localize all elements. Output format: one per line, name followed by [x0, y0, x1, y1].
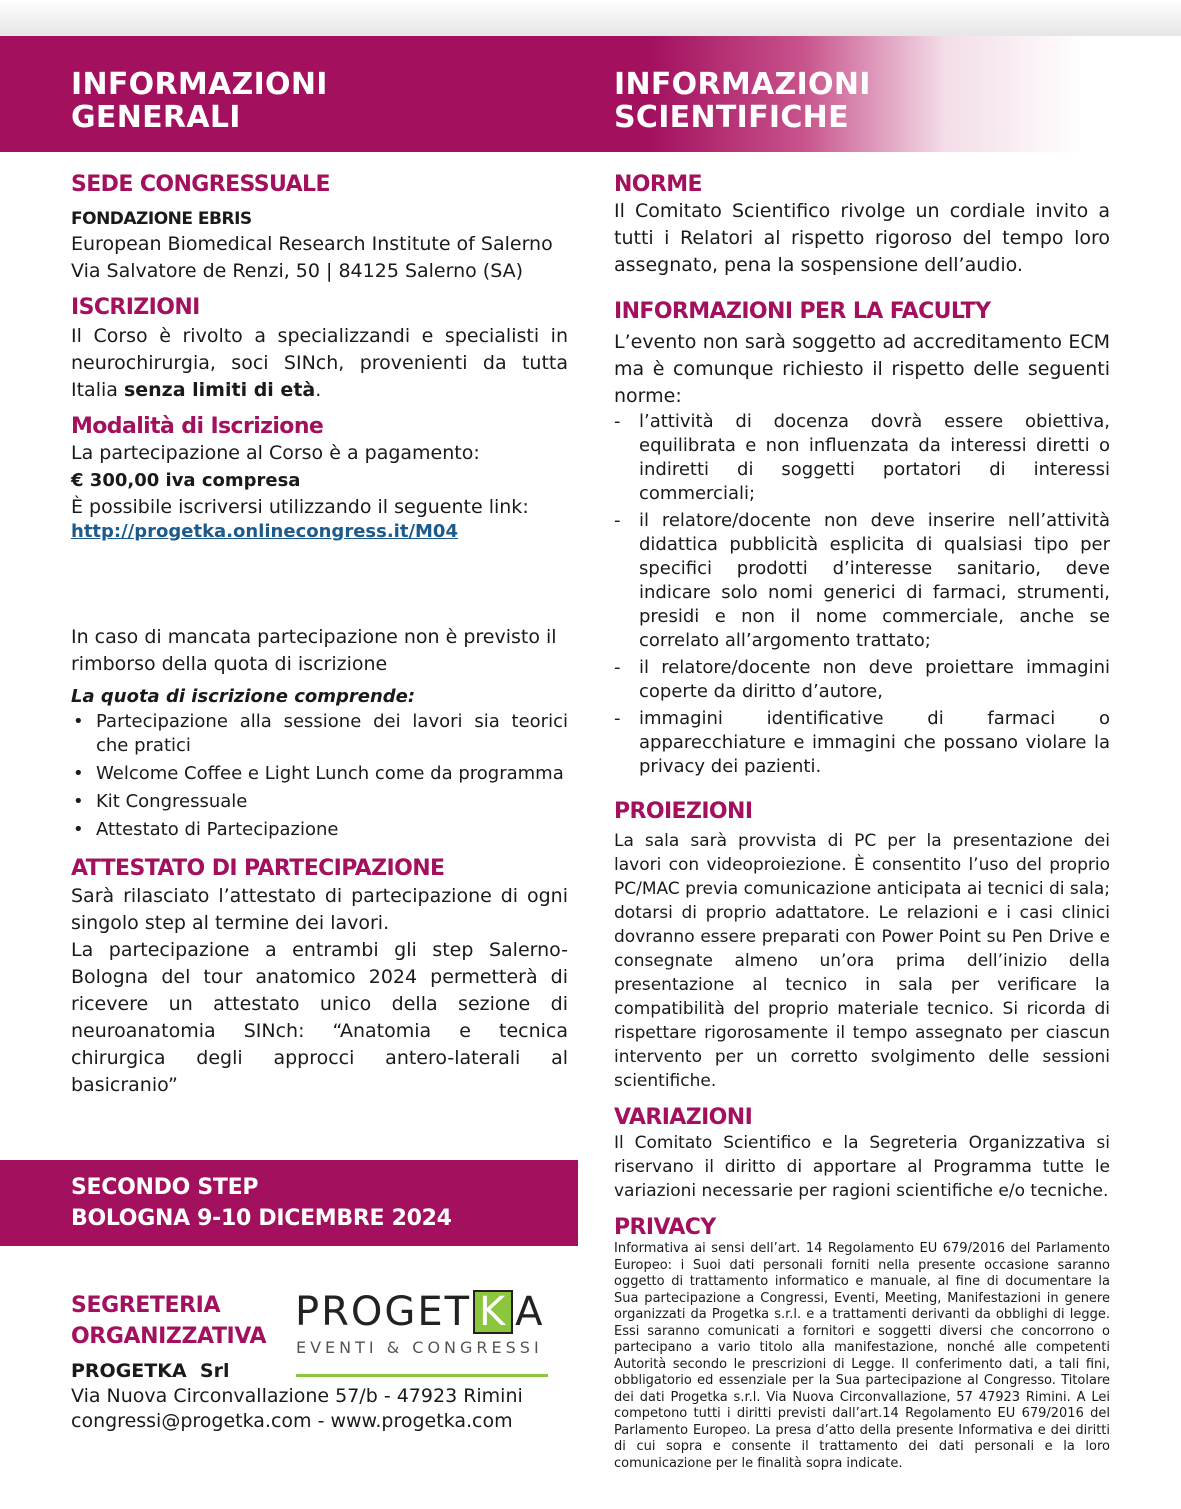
segreteria-address: Via Nuova Circonvallazione 57/b - 47923 Rimini: [71, 1385, 523, 1407]
rimborso-text: In caso di mancata partecipazione non è previsto il rimborso della quota di iscrizione: [71, 626, 557, 675]
registration-link[interactable]: http://progetka.onlinecongress.it/M04: [71, 521, 458, 542]
quota-heading: La quota di iscrizione comprende:: [71, 686, 416, 707]
left-column: [71, 172, 568, 1099]
logo-k-box: K: [473, 1290, 513, 1334]
modalita-heading: Modalità di Iscrizione: [71, 414, 324, 439]
left-banner-title: INFORMAZIONI GENERALI: [71, 67, 328, 135]
sede-line1: European Biomedical Research Institute of Salerno: [71, 233, 553, 255]
list-item: • Partecipazione alla sessione dei lavori sia teorici che pratici: [71, 710, 568, 758]
modalita-line2: È possibile iscriversi utilizzando il seguente link:: [71, 496, 529, 518]
right-column: [614, 172, 1110, 1472]
faculty-list: [614, 410, 1110, 779]
faculty-heading: INFORMAZIONI PER LA FACULTY: [614, 299, 991, 324]
list-item: - l’attività di docenza dovrà essere obiettiva, equilibrata e non influenzata da interessi diretti o indiretti di soggetti portatori di interessi commerciali;: [614, 410, 1110, 506]
iscrizioni-bold: senza limiti di età: [123, 379, 316, 401]
norme-heading: NORME: [614, 172, 702, 197]
top-fade: [0, 0, 1181, 36]
proiezioni-text: La sala sarà provvista di PC per la presentazione dei lavori con videoproiezione. È consentito l’uso del proprio PC/MAC previa comunicazione anticipata ai tecnici di sala; dotarsi di proprio adattatore. Le relazioni e i casi clinici dovranno essere preparati con Power Point su Pen Drive e consegnate almeno un’ora prima dell’inizio della presentazione al tecnico in sala per verificare la compatibilità del proprio materiale tecnico. Si ricorda di rispettare rigorosamente il tempo assegnato per ciascun intervento per un corretto svolgimento delle sessioni scientifiche.: [614, 831, 1111, 1091]
segreteria-company: PROGETKA Srl: [71, 1360, 230, 1382]
iscrizioni-heading: ISCRIZIONI: [71, 295, 200, 320]
modalita-line1: La partecipazione al Corso è a pagamento:: [71, 442, 480, 464]
norme-text: Il Comitato Scientifico rivolge un cordiale invito a tutti i Relatori al rispetto rigoroso del tempo loro assegnato, pena la sospensione dell’audio.: [614, 200, 1110, 276]
list-item: • Welcome Coffee e Light Lunch come da programma: [71, 762, 568, 786]
list-item: • Kit Congressuale: [71, 790, 568, 814]
sede-heading: SEDE CONGRESSUALE: [71, 172, 330, 197]
step-text: SECONDO STEP BOLOGNA 9-10 DICEMBRE 2024: [71, 1175, 452, 1231]
variazioni-text: Il Comitato Scientifico e la Segreteria Organizzativa si riservano il diritto di apportare al Programma tutte le variazioni necessarie per ragioni scientifiche e/o tecniche.: [614, 1133, 1110, 1201]
list-item: - il relatore/docente non deve proiettare immagini coperte da diritto d’autore,: [614, 656, 1110, 704]
segreteria-contacts: congressi@progetka.com - www.progetka.com: [71, 1410, 513, 1432]
attestato-heading: ATTESTATO DI PARTECIPAZIONE: [71, 856, 445, 881]
sede-org: FONDAZIONE EBRIS: [71, 209, 252, 229]
list-item: - immagini identificative di farmaci o apparecchiature e immagini che possano violare la privacy dei pazienti.: [614, 707, 1110, 779]
iscrizioni-text-end: .: [315, 379, 322, 401]
variazioni-heading: VARIAZIONI: [614, 1105, 753, 1130]
modalita-price: € 300,00 iva compresa: [71, 470, 301, 491]
iscrizioni-text: [71, 323, 568, 404]
logo-underline: [296, 1374, 548, 1377]
iscrizioni-text-part: Il Corso è rivolto a specializzandi e specialisti in neurochirurgia, soci SINch, provenienti da tutta Italia: [71, 325, 568, 401]
list-item: - il relatore/docente non deve inserire nell’attività didattica pubblicità esplicita di qualsiasi tipo per specifici prodotti d’interesse sanitario, deve indicare solo nomi generici di farmaci, strumenti, presidi e non il nome commerciale, anche se correlato all’argomento trattato;: [614, 509, 1110, 653]
list-item: • Attestato di Partecipazione: [71, 818, 568, 842]
logo-text-b: A: [515, 1289, 545, 1335]
logo-subtitle: EVENTI & CONGRESSI: [296, 1338, 543, 1357]
right-banner-title: INFORMAZIONI SCIENTIFICHE: [614, 67, 871, 135]
attestato-p1: Sarà rilasciato l’attestato di partecipazione di ogni singolo step al termine dei lavori.: [71, 885, 568, 934]
quota-list: [71, 710, 568, 842]
privacy-text: Informativa ai sensi dell’art. 14 Regolamento EU 679/2016 del Parlamento Europeo: i Suoi dati personali forniti nella presente occasione saranno oggetto di trattamento informatico e manuale, al fine di documentare la Sua partecipazione a Congressi, Eventi, Meeting, Manifestazioni in genere organizzati da Progetka s.r.l. e a trattamenti derivanti da obblighi di legge. Essi saranno comunicati a fornitori e soggetti diversi che concorrono o partecipano a vario titolo alla manifestazione, nonché alle competenti Autorità secondo le prescrizioni di Legge. Il conferimento dati, a tali fini, obbligatorio ed essenziale per la Sua partecipazione al Congresso. Titolare dei dati Progetka s.r.l. Via Nuova Circonvallazione, 57 47923 Rimini. A Lei competono tutti i diritti previsti dall’art.14 Regolamento EU 679/2016 del Parlamento Europeo. La presa d’atto della presente Informativa e dei diritti di cui sopra e consente il trattamento dei dati personali e la loro comunicazione per le finalità sopra indicate.: [614, 1241, 1110, 1471]
progetka-logo: [295, 1290, 544, 1334]
sede-line2: Via Salvatore de Renzi, 50 | 84125 Salerno (SA): [71, 260, 524, 282]
logo-text-a: PROGET: [295, 1289, 472, 1335]
attestato-p2: La partecipazione a entrambi gli step Salerno-Bologna del tour anatomico 2024 permetterà di ricevere un attestato unico della sezione di neuroanatomia SINch: “Anatomia e tecnica chirurgica degli approcci antero-laterali al basicranio”: [71, 939, 568, 1096]
privacy-heading: PRIVACY: [614, 1215, 716, 1240]
proiezioni-heading: PROIEZIONI: [614, 799, 753, 824]
segreteria-heading: SEGRETERIA ORGANIZZATIVA: [71, 1293, 267, 1349]
faculty-intro: L’evento non sarà soggetto ad accreditamento ECM ma è comunque richiesto il rispetto delle seguenti norme:: [614, 331, 1110, 407]
